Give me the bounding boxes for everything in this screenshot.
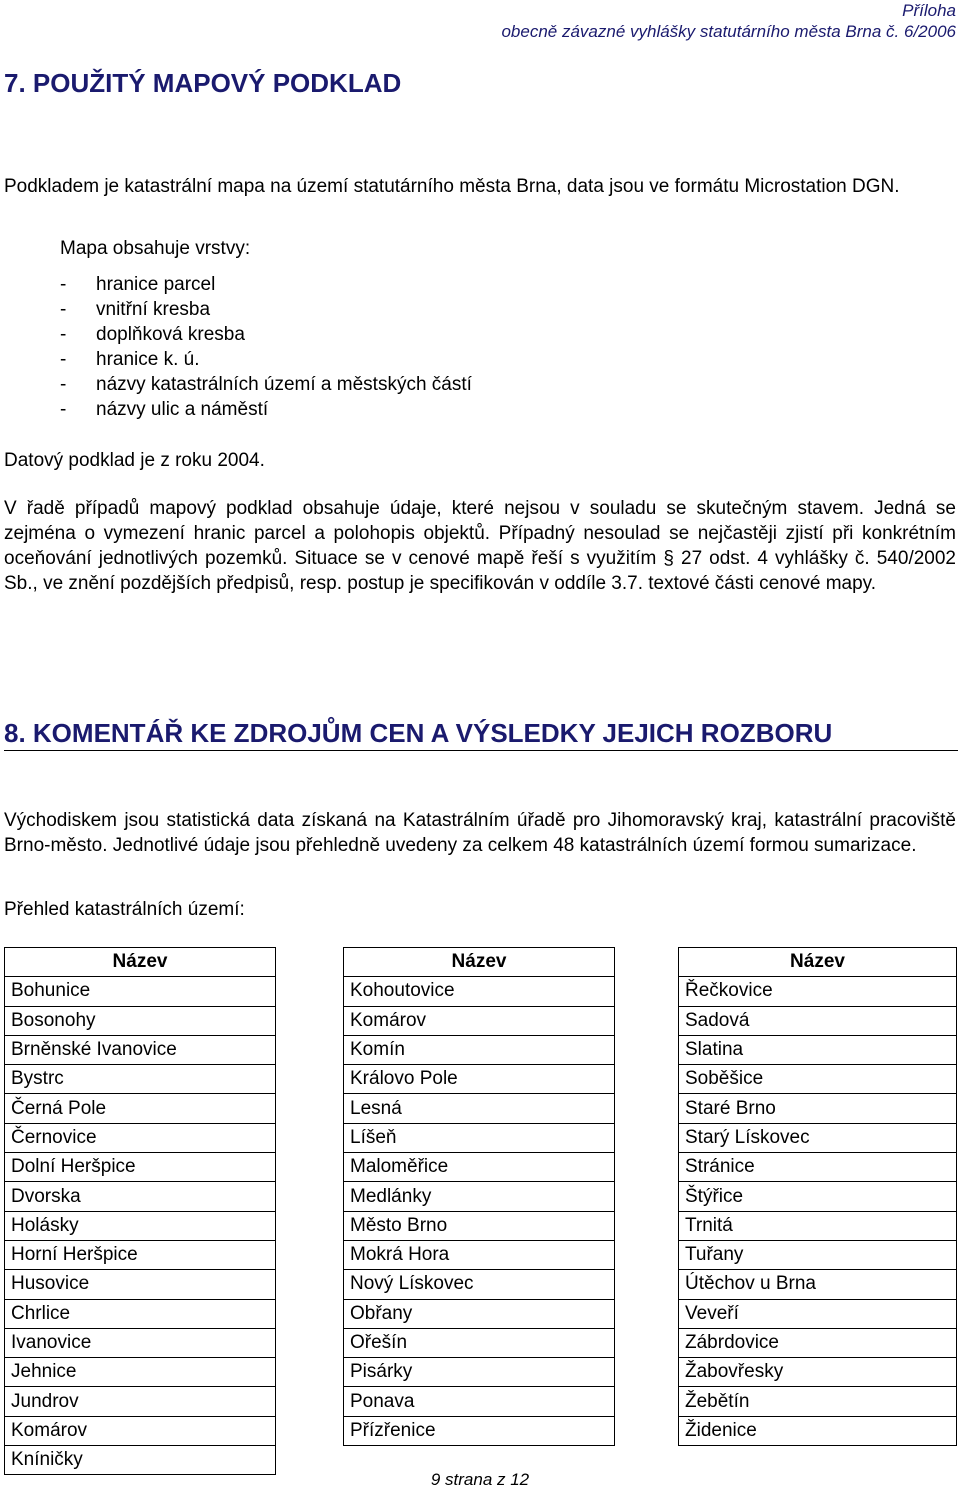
list-dash: - (60, 399, 67, 420)
cadastral-area-name: Komárov (5, 1416, 276, 1445)
layer-label: hranice k. ú. (96, 349, 200, 370)
table-row (344, 1153, 615, 1182)
table-row (344, 1416, 615, 1445)
list-dash: - (60, 299, 67, 320)
table-row (344, 977, 615, 1006)
table-row (679, 1240, 957, 1269)
table-row (5, 977, 276, 1006)
list-dash: - (60, 374, 67, 395)
cadastral-area-name: Bosonohy (5, 1006, 276, 1035)
table-row (5, 1065, 276, 1094)
table-row (5, 1270, 276, 1299)
cadastral-area-name: Sadová (679, 1006, 957, 1035)
cadastral-area-name: Žabovřesky (679, 1358, 957, 1387)
table-row (344, 1182, 615, 1211)
section-7-intro: Podkladem je katastrální mapa na území statutárního města Brna, data jsou ve formátu Microstation DGN. (4, 176, 900, 197)
cadastral-area-name: Žebětín (679, 1387, 957, 1416)
cadastral-area-name: Staré Brno (679, 1094, 957, 1123)
cadastral-area-name: Slatina (679, 1035, 957, 1064)
cadastral-area-name: Černovice (5, 1123, 276, 1152)
cadastral-area-name: Tuřany (679, 1240, 957, 1269)
layer-label: názvy katastrálních území a městských částí (96, 374, 472, 395)
table-row (5, 1211, 276, 1240)
cadastral-area-name: Řečkovice (679, 977, 957, 1006)
cadastral-area-name: Chrlice (5, 1299, 276, 1328)
cadastral-area-name: Maloměřice (344, 1153, 615, 1182)
table-row (679, 1182, 957, 1211)
table-row (679, 1387, 957, 1416)
table-row (5, 1299, 276, 1328)
cadastral-area-name: Štýřice (679, 1182, 957, 1211)
table-row (5, 1416, 276, 1445)
cadastral-area-name: Město Brno (344, 1211, 615, 1240)
table-row (344, 1328, 615, 1357)
list-dash: - (60, 274, 67, 295)
table-row (344, 1211, 615, 1240)
table-row (344, 1240, 615, 1269)
cadastral-area-name: Horní Heršpice (5, 1240, 276, 1269)
table-header: Název (344, 948, 615, 977)
header-line-1: Příloha (902, 1, 956, 20)
table-row (5, 1358, 276, 1387)
cadastral-area-name: Soběšice (679, 1065, 957, 1094)
list-dash: - (60, 324, 67, 345)
cadastral-area-name: Brněnské Ivanovice (5, 1035, 276, 1064)
table-row (679, 1153, 957, 1182)
table-row (5, 1094, 276, 1123)
table-row (679, 977, 957, 1006)
section-7-title: 7. POUŽITÝ MAPOVÝ PODKLAD (4, 68, 402, 98)
cadastral-table-column-2 (343, 947, 615, 1446)
table-row (5, 1006, 276, 1035)
cadastral-area-name: Jundrov (5, 1387, 276, 1416)
section-7-note: V řadě případů mapový podklad obsahuje údaje, které nejsou v souladu se skutečným stavem. Jedná se zejména o vymezení hranic parcel a polohopis objektů. Případný nesoulad se nejčastěji zjistí při konkrétním oceňování jednotlivých pozemků. Situace se v cenové mapě řeší s využitím § 27 odst. 4 vyhlášky č. 540/2002 Sb., ve znění pozdějších předpisů, resp. postup je specifikován v oddíle 3.7. textové části cenové mapy. (4, 498, 956, 594)
table-row (679, 1358, 957, 1387)
table-row (679, 1211, 957, 1240)
list-item (60, 397, 472, 422)
table-row (344, 1123, 615, 1152)
data-year-note: Datový podklad je z roku 2004. (4, 450, 265, 471)
cadastral-area-name: Stránice (679, 1153, 957, 1182)
cadastral-area-name: Ponava (344, 1387, 615, 1416)
cadastral-area-name: Kníničky (5, 1446, 276, 1475)
table-row (679, 1035, 957, 1064)
table-row (344, 1299, 615, 1328)
cadastral-area-name: Dolní Heršpice (5, 1153, 276, 1182)
layer-label: názvy ulic a náměstí (96, 399, 269, 420)
cadastral-area-name: Zábrdovice (679, 1328, 957, 1357)
table-row (679, 1270, 957, 1299)
cadastral-area-name: Starý Lískovec (679, 1123, 957, 1152)
cadastral-area-name: Přízřenice (344, 1416, 615, 1445)
cadastral-area-name: Jehnice (5, 1358, 276, 1387)
overview-label: Přehled katastrálních území: (4, 899, 245, 920)
table-row (5, 1240, 276, 1269)
table-row (344, 1358, 615, 1387)
cadastral-area-name: Obřany (344, 1299, 615, 1328)
table-row (344, 1006, 615, 1035)
table-row (5, 1182, 276, 1211)
cadastral-area-name: Bystrc (5, 1065, 276, 1094)
cadastral-area-name: Bohunice (5, 977, 276, 1006)
table-row (679, 1416, 957, 1445)
section-8-source: Východiskem jsou statistická data získaná na Katastrálním úřadě pro Jihomoravský kraj, katastrální pracoviště Brno-město. Jednotlivé údaje jsou přehledně uvedeny za celkem 48 katastrálních území formou sumarizace. (4, 810, 956, 856)
table-row (344, 1270, 615, 1299)
layers-label: Mapa obsahuje vrstvy: (60, 238, 251, 259)
cadastral-area-name: Husovice (5, 1270, 276, 1299)
table-row (679, 1123, 957, 1152)
cadastral-table-column-1 (4, 947, 276, 1475)
table-row (344, 1035, 615, 1064)
table-row (5, 1035, 276, 1064)
table-row (679, 1065, 957, 1094)
list-item (60, 372, 472, 397)
cadastral-area-name: Dvorska (5, 1182, 276, 1211)
cadastral-area-name: Líšeň (344, 1123, 615, 1152)
table-row (5, 1123, 276, 1152)
cadastral-area-name: Lesná (344, 1094, 615, 1123)
cadastral-area-name: Ivanovice (5, 1328, 276, 1357)
cadastral-area-name: Veveří (679, 1299, 957, 1328)
page-number: 9 strana z 12 (430, 1470, 530, 1489)
layer-label: vnitřní kresba (96, 299, 211, 320)
cadastral-area-name: Ořešín (344, 1328, 615, 1357)
cadastral-table-column-3 (678, 947, 957, 1446)
cadastral-area-name: Černá Pole (5, 1094, 276, 1123)
table-row (679, 1328, 957, 1357)
layer-label: hranice parcel (96, 274, 216, 295)
cadastral-area-name: Holásky (5, 1211, 276, 1240)
table-row (5, 1387, 276, 1416)
cadastral-area-name: Medlánky (344, 1182, 615, 1211)
cadastral-area-name: Židenice (679, 1416, 957, 1445)
layer-label: doplňková kresba (96, 324, 245, 345)
cadastral-area-name: Pisárky (344, 1358, 615, 1387)
layers-list (60, 272, 472, 422)
cadastral-area-name: Komárov (344, 1006, 615, 1035)
cadastral-area-name: Královo Pole (344, 1065, 615, 1094)
list-item (60, 297, 472, 322)
cadastral-area-name: Kohoutovice (344, 977, 615, 1006)
page-header (501, 0, 956, 42)
table-row (679, 1094, 957, 1123)
list-item (60, 272, 472, 297)
table-header: Název (5, 948, 276, 977)
cadastral-area-name: Komín (344, 1035, 615, 1064)
list-item (60, 322, 472, 347)
cadastral-area-name: Mokrá Hora (344, 1240, 615, 1269)
table-row (5, 1153, 276, 1182)
header-line-2: obecně závazné vyhlášky statutárního města Brna č. 6/2006 (501, 22, 956, 41)
section-8-title: 8. KOMENTÁŘ KE ZDROJŮM CEN A VÝSLEDKY JEJICH ROZBORU (4, 718, 833, 748)
list-item (60, 347, 472, 372)
table-row (344, 1065, 615, 1094)
cadastral-area-name: Útěchov u Brna (679, 1270, 957, 1299)
cadastral-area-name: Nový Lískovec (344, 1270, 615, 1299)
table-row (679, 1006, 957, 1035)
table-row (679, 1299, 957, 1328)
title-underline (4, 750, 958, 751)
table-row (5, 1328, 276, 1357)
table-header: Název (679, 948, 957, 977)
table-row (344, 1094, 615, 1123)
table-row (344, 1387, 615, 1416)
list-dash: - (60, 349, 67, 370)
cadastral-area-name: Trnitá (679, 1211, 957, 1240)
